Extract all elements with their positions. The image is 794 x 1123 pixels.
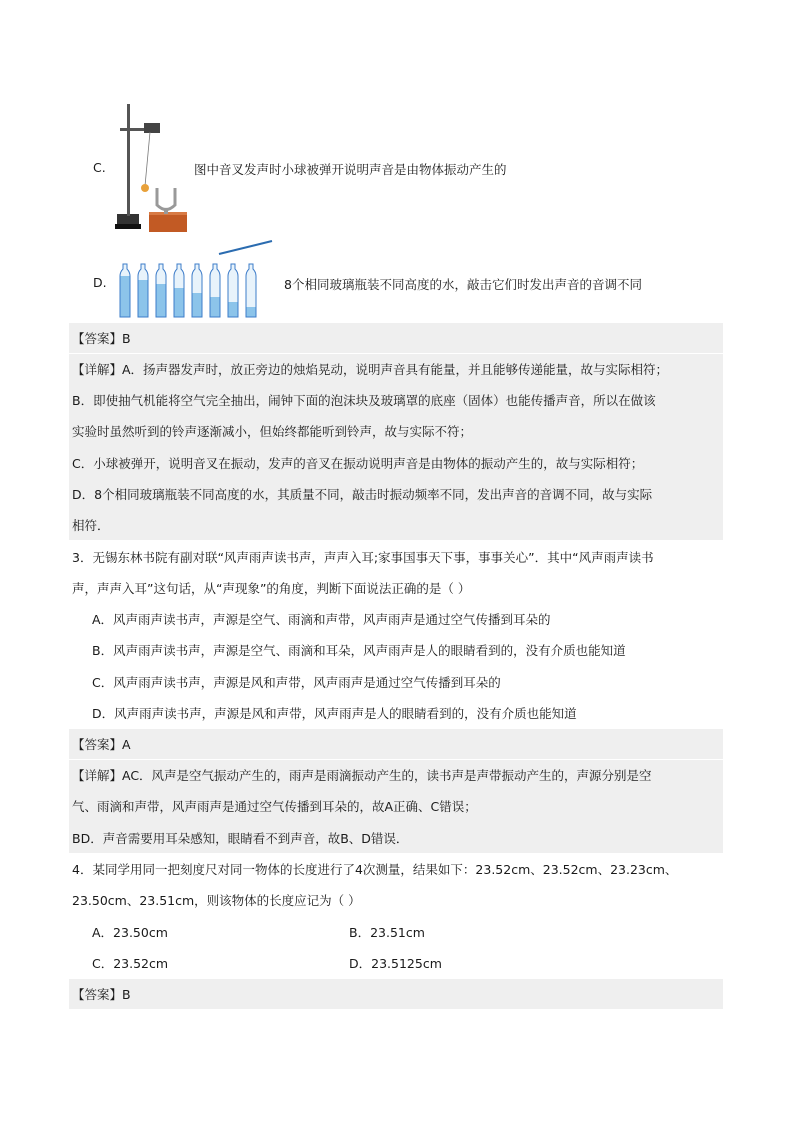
q4-answer-shade <box>69 979 723 1009</box>
q2-explanation-line: B．即使抽气机能将空气完全抽出，闹钟下面的泡沫块及玻璃罩的底座（固体）也能传播声音，所以在做该 <box>72 393 656 408</box>
q2-explanation-shade <box>69 354 723 540</box>
q2-explanation-line: C．小球被弹开，说明音叉在振动，发声的音叉在振动说明声音是由物体的振动产生的，故与实际相符； <box>72 456 644 471</box>
q3-option-b: B．风声雨声读书声，声源是空气、雨滴和耳朵，风声雨声是人的眼睛看到的，没有介质也能知道 <box>92 643 626 658</box>
q4-stem-line: 23.50cm、23.51cm，则该物体的长度应记为（ ） <box>72 893 361 908</box>
q4-option-a: A．23.50cm <box>92 925 168 940</box>
q4-option-d: D．23.5125cm <box>349 956 442 971</box>
q3-option-d: D．风声雨声读书声，声源是风和声带，风声雨声是人的眼睛看到的，没有介质也能知道 <box>92 706 577 721</box>
q2-answer-shade <box>69 323 723 353</box>
option-d-text: 8个相同玻璃瓶装不同高度的水，敲击它们时发出声音的音调不同 <box>284 277 642 292</box>
q2-explanation-line: 【详解】A．扬声器发声时，放正旁边的烛焰晃动，说明声音具有能量，并且能够传递能量，故与实际相符； <box>72 362 669 377</box>
q3-explanation-line: BD．声音需要用耳朵感知，眼睛看不到声音，故B、D错误． <box>72 831 409 846</box>
bottles-figure <box>115 240 275 320</box>
option-d-letter: D. <box>93 275 107 290</box>
q3-stem-line: 声，声声入耳”这句话，从“声现象”的角度，判断下面说法正确的是（ ） <box>72 581 471 596</box>
q3-option-a: A．风声雨声读书声，声源是空气、雨滴和声带，风声雨声是通过空气传播到耳朵的 <box>92 612 551 627</box>
q2-explanation-line: 相符． <box>72 518 110 533</box>
q3-answer-shade <box>69 729 723 759</box>
option-c-letter: C. <box>93 160 106 175</box>
q4-stem-line: 4．某同学用同一把刻度尺对同一物体的长度进行了4次测量，结果如下：23.52cm、23.52cm、23.23cm、 <box>72 862 678 877</box>
q3-explanation-line: 【详解】AC．风声是空气振动产生的，雨声是雨滴振动产生的，读书声是声带振动产生的，声源分别是空 <box>72 768 652 783</box>
q4-option-c: C．23.52cm <box>92 956 169 971</box>
q2-answer: 【答案】B <box>72 331 131 346</box>
tuning-fork-figure <box>112 102 196 232</box>
q3-option-c: C．风声雨声读书声，声源是风和声带，风声雨声是通过空气传播到耳朵的 <box>92 675 501 690</box>
q3-answer: 【答案】A <box>72 737 131 752</box>
option-c-text: 图中音叉发声时小球被弹开说明声音是由物体振动产生的 <box>194 162 507 177</box>
q4-answer: 【答案】B <box>72 987 131 1002</box>
q4-option-b: B．23.51cm <box>349 925 425 940</box>
q3-explanation-line: 气、雨滴和声带，风声雨声是通过空气传播到耳朵的，故A正确、C错误； <box>72 799 477 814</box>
q2-explanation-line: 实验时虽然听到的铃声逐渐减小，但始终都能听到铃声，故与实际不符； <box>72 424 473 439</box>
q2-explanation-line: D．8个相同玻璃瓶装不同高度的水，其质量不同，敲击时振动频率不同，发出声音的音调不同，故与实际 <box>72 487 653 502</box>
q3-stem-line: 3．无锡东林书院有副对联“风声雨声读书声，声声入耳;家事国事天下事，事事关心”．其中“风声雨声读书 <box>72 550 654 565</box>
